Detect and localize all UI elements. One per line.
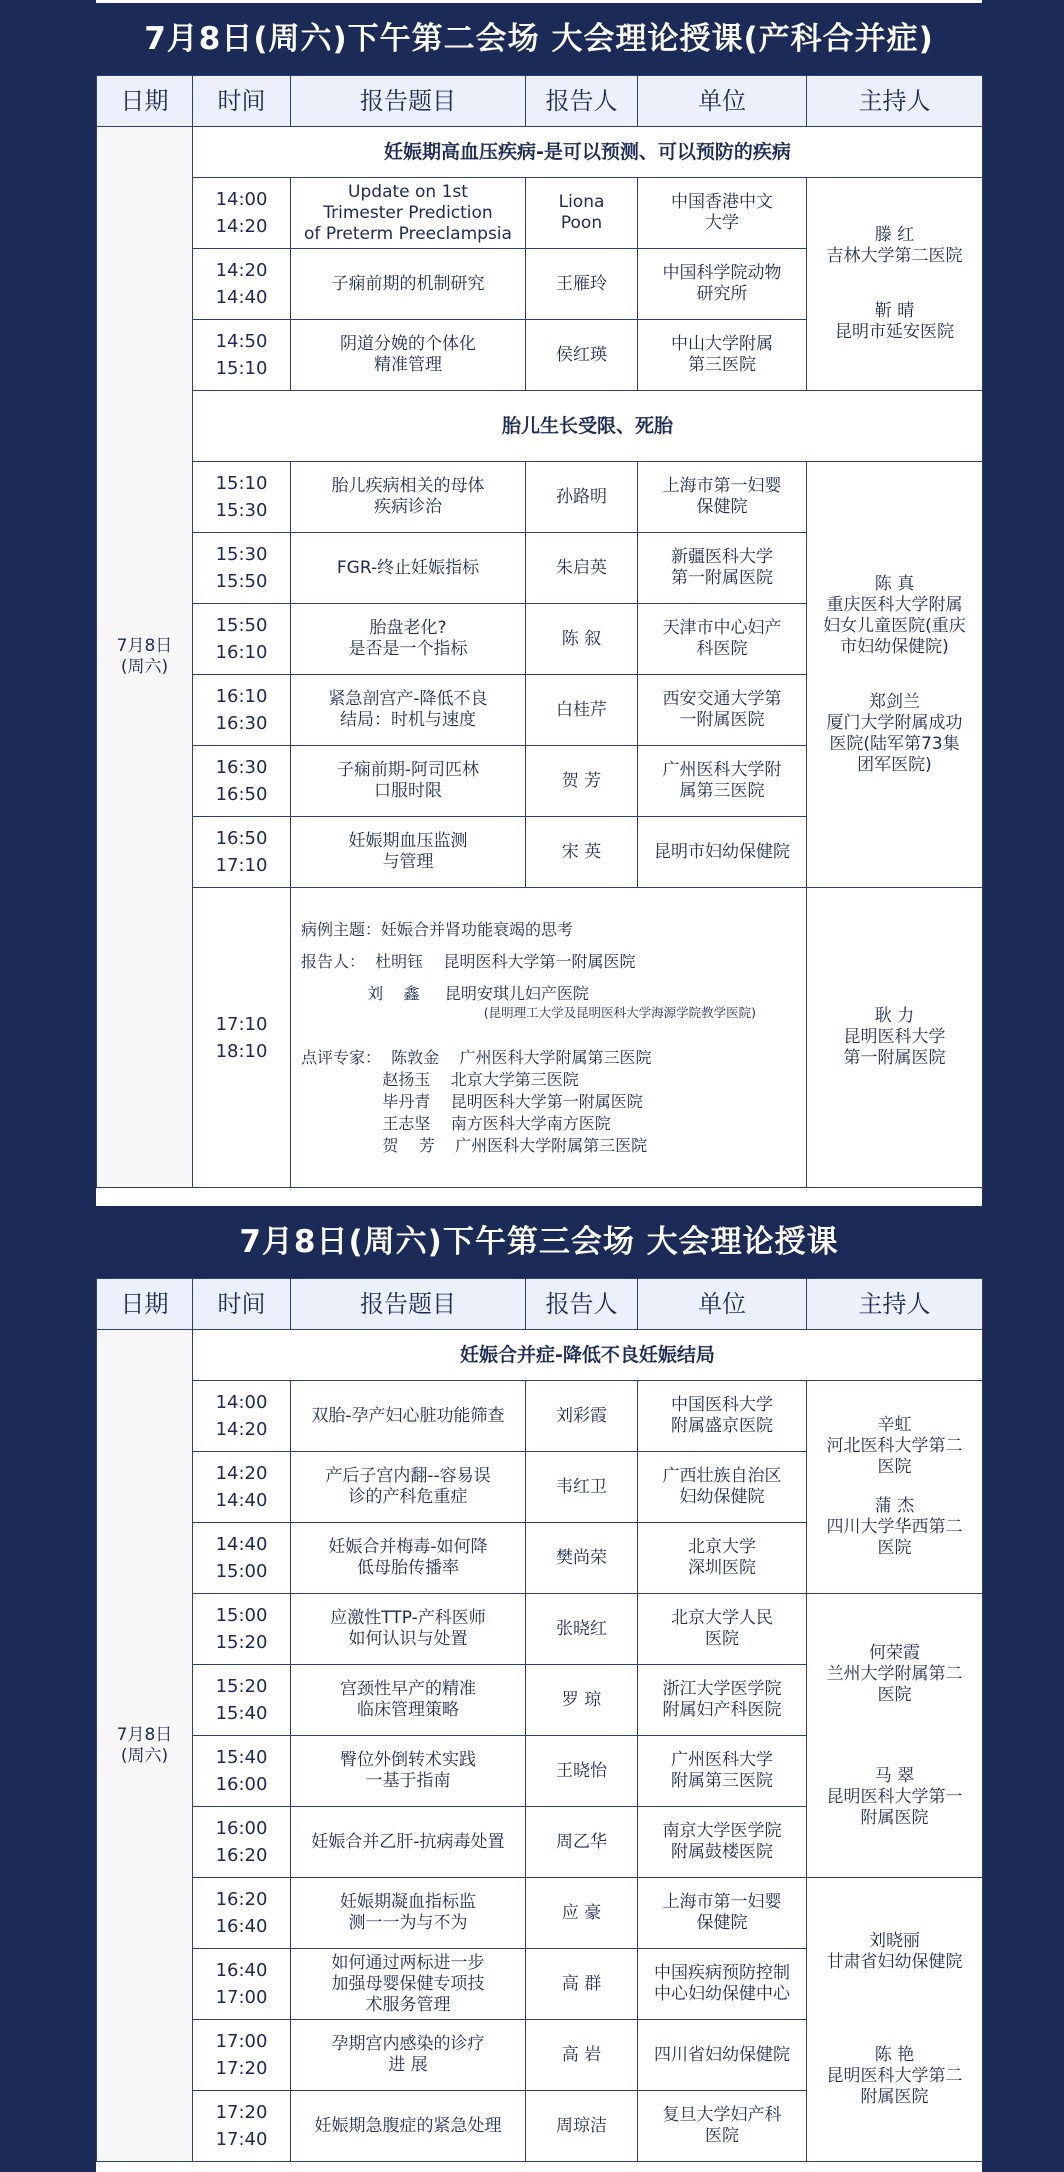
time-cell: 16:00 16:20 <box>193 1807 291 1878</box>
unit-cell: 上海市第一妇婴 保健院 <box>638 462 807 533</box>
speaker-cell: 孙路明 <box>526 462 638 533</box>
schedule-table <box>96 75 983 1188</box>
header-host: 主持人 <box>807 76 983 127</box>
time-cell: 16:40 17:00 <box>193 1949 291 2020</box>
time-cell: 15:00 15:20 <box>193 1594 291 1665</box>
header-speaker: 报告人 <box>526 76 638 127</box>
case-expert: 贺 芳 广州医科大学附属第三医院 <box>301 1135 648 1155</box>
topic-cell: 阴道分娩的个体化 精准管理 <box>291 320 526 391</box>
topic-cell: 子痫前期-阿司匹林 口服时限 <box>291 746 526 817</box>
time-cell: 14:00 14:20 <box>193 178 291 249</box>
session-block <box>96 1206 982 2162</box>
section-title: 胎儿生长受限、死胎 <box>193 391 983 462</box>
header-topic: 报告题目 <box>291 76 526 127</box>
speaker-cell: 周乙华 <box>526 1807 638 1878</box>
speaker-cell: 王雁玲 <box>526 249 638 320</box>
table-row <box>97 1594 983 1665</box>
unit-cell: 北京大学 深圳医院 <box>638 1523 807 1594</box>
unit-cell: 广西壮族自治区 妇幼保健院 <box>638 1452 807 1523</box>
case-expert: 点评专家： 陈敦金 广州医科大学附属第三医院 <box>301 1047 652 1067</box>
topic-cell: 产后子宫内翻--容易误 诊的产科危重症 <box>291 1452 526 1523</box>
topic-cell: 胎儿疾病相关的母体 疾病诊治 <box>291 462 526 533</box>
time-cell: 15:30 15:50 <box>193 533 291 604</box>
topic-cell: 紧急剖宫产-降低不良 结局：时机与速度 <box>291 675 526 746</box>
topic-cell: 双胎-孕产妇心脏功能筛查 <box>291 1381 526 1452</box>
table-row <box>97 1878 983 1949</box>
header-unit: 单位 <box>638 76 807 127</box>
unit-cell: 北京大学人民 医院 <box>638 1594 807 1665</box>
table-header <box>97 76 983 127</box>
case-expert: 毕丹青 昆明医科大学第一附属医院 <box>301 1091 643 1111</box>
unit-cell: 浙江大学医学院 附属妇产科医院 <box>638 1665 807 1736</box>
unit-cell: 中山大学附属 第三医院 <box>638 320 807 391</box>
time-cell: 14:50 15:10 <box>193 320 291 391</box>
speaker-cell: 陈 叙 <box>526 604 638 675</box>
topic-cell: Update on 1st Trimester Prediction of Preterm Preeclampsia <box>291 178 526 249</box>
speaker-cell: Liona Poon <box>526 178 638 249</box>
speaker-cell: 韦红卫 <box>526 1452 638 1523</box>
unit-cell: 天津市中心妇产 科医院 <box>638 604 807 675</box>
case-discussion <box>291 888 807 1188</box>
unit-cell: 昆明市妇幼保健院 <box>638 817 807 888</box>
schedule-table <box>96 1278 983 2162</box>
header-unit: 单位 <box>638 1279 807 1330</box>
speaker-cell: 朱启英 <box>526 533 638 604</box>
unit-cell: 广州医科大学附 属第三医院 <box>638 746 807 817</box>
unit-cell: 广州医科大学 附属第三医院 <box>638 1736 807 1807</box>
host-cell: 陈 真 重庆医科大学附属 妇女儿童医院(重庆 市妇幼保健院) 郑剑兰 厦门大学附属成功 医院(陆军第73集 团军医院) <box>807 462 983 888</box>
date-cell: 7月8日 (周六) <box>97 127 193 1188</box>
host-cell: 何荣霞 兰州大学附属第二 医院 马 翠 昆明医科大学第一 附属医院 <box>807 1594 983 1878</box>
table-header <box>97 1279 983 1330</box>
speaker-cell: 刘彩霞 <box>526 1381 638 1452</box>
date-cell: 7月8日 (周六) <box>97 1330 193 2162</box>
topic-cell: 孕期宫内感染的诊疗 进 展 <box>291 2020 526 2091</box>
unit-cell: 西安交通大学第 一附属医院 <box>638 675 807 746</box>
topic-cell: 妊娠期凝血指标监 测一一为与不为 <box>291 1878 526 1949</box>
case-theme: 病例主题：妊娠合并肾功能衰竭的思考 <box>301 919 574 939</box>
case-reporter: 刘 鑫 昆明安琪儿妇产医院 <box>301 983 589 1003</box>
session-title: 7月8日(周六)下午第二会场 大会理论授课(产科合并症) <box>96 3 982 75</box>
topic-cell: 宫颈性早产的精准 临床管理策略 <box>291 1665 526 1736</box>
table-row <box>97 178 983 249</box>
time-cell: 16:20 16:40 <box>193 1878 291 1949</box>
unit-cell: 复旦大学妇产科 医院 <box>638 2091 807 2162</box>
topic-cell: FGR-终止妊娠指标 <box>291 533 526 604</box>
time-cell: 17:10 18:10 <box>193 888 291 1188</box>
header-time: 时间 <box>193 1279 291 1330</box>
header-host: 主持人 <box>807 1279 983 1330</box>
session-title: 7月8日(周六)下午第三会场 大会理论授课 <box>96 1206 982 1278</box>
time-cell: 14:40 15:00 <box>193 1523 291 1594</box>
section-title: 妊娠期高血压疾病-是可以预测、可以预防的疾病 <box>193 127 983 178</box>
time-cell: 17:20 17:40 <box>193 2091 291 2162</box>
speaker-cell: 樊尚荣 <box>526 1523 638 1594</box>
header-time: 时间 <box>193 76 291 127</box>
speaker-cell: 周琼洁 <box>526 2091 638 2162</box>
case-reporter: 报告人： 杜明钰 昆明医科大学第一附属医院 <box>301 951 636 971</box>
speaker-cell: 高 群 <box>526 1949 638 2020</box>
unit-cell: 中国科学院动物 研究所 <box>638 249 807 320</box>
topic-cell: 子痫前期的机制研究 <box>291 249 526 320</box>
table-row <box>97 1381 983 1452</box>
unit-cell: 南京大学医学院 附属鼓楼医院 <box>638 1807 807 1878</box>
unit-cell: 中国医科大学 附属盛京医院 <box>638 1381 807 1452</box>
host-cell: 刘晓丽 甘肃省妇幼保健院 陈 艳 昆明医科大学第二 附属医院 <box>807 1878 983 2162</box>
topic-cell: 胎盘老化? 是否是一个指标 <box>291 604 526 675</box>
host-cell: 耿 力 昆明医科大学 第一附属医院 <box>807 888 983 1188</box>
time-cell: 15:50 16:10 <box>193 604 291 675</box>
header-speaker: 报告人 <box>526 1279 638 1330</box>
topic-cell: 如何通过两标进一步 加强母婴保健专项技 术服务管理 <box>291 1949 526 2020</box>
time-cell: 14:20 14:40 <box>193 249 291 320</box>
speaker-cell: 贺 芳 <box>526 746 638 817</box>
time-cell: 15:20 15:40 <box>193 1665 291 1736</box>
topic-cell: 妊娠合并梅毒-如何降 低母胎传播率 <box>291 1523 526 1594</box>
unit-cell: 中国香港中文 大学 <box>638 178 807 249</box>
time-cell: 15:40 16:00 <box>193 1736 291 1807</box>
topic-cell: 妊娠期急腹症的紧急处理 <box>291 2091 526 2162</box>
unit-cell: 四川省妇幼保健院 <box>638 2020 807 2091</box>
host-cell: 滕 红 吉林大学第二医院 靳 晴 昆明市延安医院 <box>807 178 983 391</box>
time-cell: 16:50 17:10 <box>193 817 291 888</box>
session-block <box>96 3 982 1188</box>
time-cell: 17:00 17:20 <box>193 2020 291 2091</box>
host-cell: 辛虹 河北医科大学第二 医院 蒲 杰 四川大学华西第二 医院 <box>807 1381 983 1594</box>
section-title: 妊娠合并症-降低不良妊娠结局 <box>193 1330 983 1381</box>
time-cell: 14:20 14:40 <box>193 1452 291 1523</box>
speaker-cell: 罗 琼 <box>526 1665 638 1736</box>
case-expert: 王志坚 南方医科大学南方医院 <box>301 1113 611 1133</box>
speaker-cell: 宋 英 <box>526 817 638 888</box>
speaker-cell: 王晓怡 <box>526 1736 638 1807</box>
unit-cell: 中国疾病预防控制 中心妇幼保健中心 <box>638 1949 807 2020</box>
topic-cell: 妊娠期血压监测 与管理 <box>291 817 526 888</box>
case-reporter-note: (昆明理工大学及昆明医科大学海源学院教学医院) <box>301 1004 757 1020</box>
case-row <box>97 888 983 1188</box>
speaker-cell: 白桂芹 <box>526 675 638 746</box>
topic-cell: 妊娠合并乙肝-抗病毒处置 <box>291 1807 526 1878</box>
header-date: 日期 <box>97 1279 193 1330</box>
header-date: 日期 <box>97 76 193 127</box>
speaker-cell: 张晓红 <box>526 1594 638 1665</box>
speaker-cell: 应 豪 <box>526 1878 638 1949</box>
speaker-cell: 侯红瑛 <box>526 320 638 391</box>
unit-cell: 新疆医科大学 第一附属医院 <box>638 533 807 604</box>
time-cell: 15:10 15:30 <box>193 462 291 533</box>
case-expert: 赵扬玉 北京大学第三医院 <box>301 1069 579 1089</box>
speaker-cell: 高 岩 <box>526 2020 638 2091</box>
topic-cell: 应激性TTP-产科医师 如何认识与处置 <box>291 1594 526 1665</box>
unit-cell: 上海市第一妇婴 保健院 <box>638 1878 807 1949</box>
time-cell: 16:10 16:30 <box>193 675 291 746</box>
table-row <box>97 462 983 533</box>
time-cell: 16:30 16:50 <box>193 746 291 817</box>
topic-cell: 臀位外倒转术实践 一基于指南 <box>291 1736 526 1807</box>
time-cell: 14:00 14:20 <box>193 1381 291 1452</box>
header-topic: 报告题目 <box>291 1279 526 1330</box>
schedule-page <box>96 0 982 2172</box>
